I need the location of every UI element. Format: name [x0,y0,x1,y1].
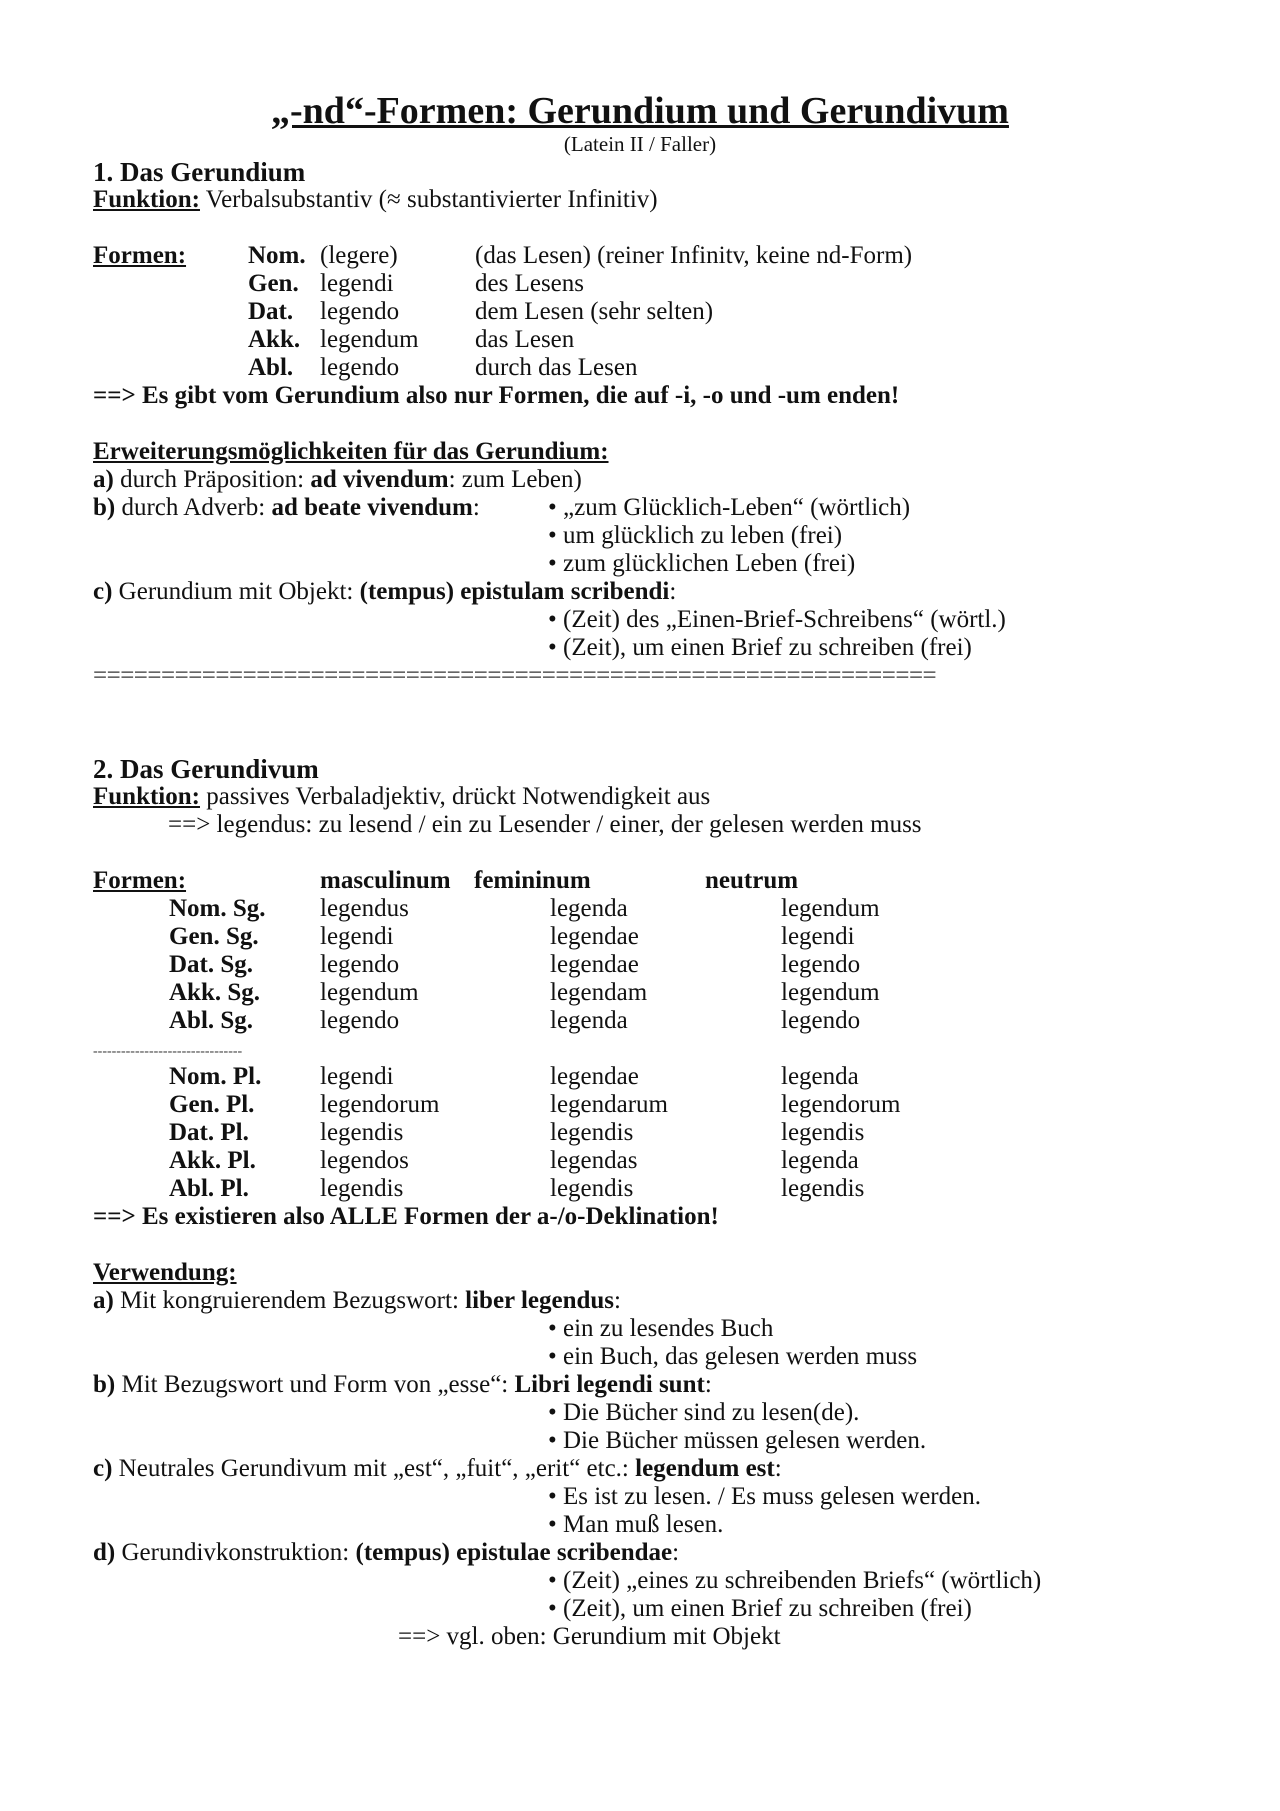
gerundium-conclusion: ==> Es gibt vom Gerundium also nur Formen, die auf -i, -o und -um enden! [93,382,900,409]
bullet-item: • um glücklich zu leben (frei) [548,522,843,549]
item-label: c) [93,1455,113,1482]
form-n: legendo [781,951,861,978]
bullet-item: • Man muß lesen. [548,1511,724,1538]
section-1-heading: 1. Das Gerundium [93,157,306,187]
item-bold: legendum est [635,1455,775,1482]
item-bold: (tempus) epistulam scribendi [359,578,670,605]
gerundium-funktion [93,186,658,214]
german-translation: durch das Lesen [475,354,638,381]
german-translation: dem Lesen (sehr selten) [475,298,714,325]
cross-reference: ==> vgl. oben: Gerundium mit Objekt [398,1623,781,1650]
item-colon: : [704,1371,712,1398]
column-header-masculinum: masculinum [320,867,451,894]
form-f: legendis [550,1119,634,1146]
verwendung-c [93,1455,782,1483]
form-m: legendo [320,951,400,978]
latin-form: legendi [320,270,394,297]
latin-form: legendo [320,354,400,381]
funktion-label: Funktion: [93,783,200,810]
erweiterung-a [93,466,582,494]
german-translation: des Lesens [475,270,584,297]
case-label: Nom. Sg. [169,895,266,922]
case-label: Akk. Sg. [169,979,261,1006]
verwendung-heading: Verwendung: [93,1259,237,1286]
case-label: Gen. Pl. [169,1091,255,1118]
page-title: „-nd“-Formen: Gerundium und Gerundivum [271,90,1009,132]
case-label: Gen. [248,270,299,297]
case-label: Akk. Pl. [169,1147,256,1174]
form-m: legendos [320,1147,409,1174]
german-translation: das Lesen [475,326,575,353]
case-label: Nom. [248,242,306,269]
section-2-heading: 2. Das Gerundivum [93,754,319,784]
form-n: legendi [781,923,855,950]
funktion-text: passives Verbaladjektiv, drückt Notwendigkeit aus [206,783,711,810]
item-colon: : [669,578,677,605]
formen-label: Formen: [93,867,187,894]
case-label: Abl. [248,354,294,381]
item-label: c) [93,578,113,605]
form-f: legendam [550,979,648,1006]
form-m: legendum [320,979,419,1006]
form-m: legendis [320,1175,404,1202]
bullet-item: • (Zeit) „eines zu schreibenden Briefs“ (wörtlich) [548,1567,1042,1594]
item-colon: : [614,1287,621,1314]
item-bold: ad beate vivendum [271,494,473,521]
item-colon: : [472,494,480,521]
item-bold: ad vivendum [310,466,449,493]
form-f: legendae [550,951,639,978]
case-label: Abl. Sg. [169,1007,254,1034]
form-f: legendae [550,1063,639,1090]
bullet-item: • (Zeit) des „Einen-Brief-Schreibens“ (wörtl.) [548,606,1006,633]
case-label: Gen. Sg. [169,923,259,950]
item-text: Mit kongruierendem Bezugswort: [120,1287,459,1314]
form-f: legenda [550,1007,628,1034]
form-m: legendo [320,1007,400,1034]
form-n: legenda [781,1063,859,1090]
verwendung-b [93,1371,712,1399]
latin-form: legendo [320,298,400,325]
form-f: legenda [550,895,628,922]
verwendung-d [93,1539,679,1567]
item-bold: liber legendus [465,1287,615,1314]
page-subtitle: (Latein II / Faller) [563,132,717,156]
latin-form: (legere) [320,242,398,269]
funktion-example: ==> legendus: zu lesend / ein zu Lesender / einer, der gelesen werden muss [168,811,922,838]
form-m: legendi [320,1063,394,1090]
form-f: legendarum [550,1091,669,1118]
form-n: legendum [781,979,880,1006]
item-label: a) [93,1287,114,1314]
bullet-item: • Die Bücher müssen gelesen werden. [548,1427,927,1454]
bullet-item: • (Zeit), um einen Brief zu schreiben (frei) [548,1595,972,1622]
form-m: legendi [320,923,394,950]
item-rest: : zum Leben) [448,466,582,493]
funktion-label: Funktion: [93,186,200,213]
case-label: Akk. [248,326,301,353]
erweiterung-c [93,578,676,606]
form-m: legendorum [320,1091,440,1118]
form-m: legendis [320,1119,404,1146]
gerundivum-funktion [93,783,710,811]
german-translation: (das Lesen) (reiner Infinitv, keine nd-Form) [475,242,913,269]
bullet-item: • zum glücklichen Leben (frei) [548,550,856,577]
form-n: legendis [781,1175,865,1202]
form-n: legendum [781,895,880,922]
bullet-item: • ein Buch, das gelesen werden muss [548,1343,918,1370]
item-bold: (tempus) epistulae scribendae [355,1539,673,1566]
item-bold: Libri legendi sunt [514,1371,705,1398]
case-label: Abl. Pl. [169,1175,249,1202]
bullet-item: • (Zeit), um einen Brief zu schreiben (frei) [548,634,972,661]
verwendung-a [93,1287,621,1315]
bullet-item: • ein zu lesendes Buch [548,1315,774,1342]
form-n: legenda [781,1147,859,1174]
case-label: Nom. Pl. [169,1063,262,1090]
form-f: legendae [550,923,639,950]
case-label: Dat. [248,298,294,325]
erweiterung-b [93,494,480,522]
item-label: d) [93,1539,116,1566]
form-f: legendas [550,1147,638,1174]
item-text: Mit Bezugswort und Form von „esse“: [121,1371,509,1398]
item-text: Gerundivkonstruktion: [121,1539,350,1566]
item-colon: : [774,1455,782,1482]
item-label: a) [93,466,114,493]
gerundivum-conclusion: ==> Es existieren also ALLE Formen der a-/o-Deklination! [93,1203,719,1230]
form-f: legendis [550,1175,634,1202]
case-label: Dat. Pl. [169,1119,249,1146]
bullet-item: • Die Bücher sind zu lesen(de). [548,1399,860,1426]
form-n: legendis [781,1119,865,1146]
item-colon: : [672,1539,680,1566]
column-header-neutrum: neutrum [705,867,799,894]
latin-form: legendum [320,326,419,353]
erweiterung-heading: Erweiterungsmöglichkeiten für das Gerundium: [93,438,609,465]
column-header-femininum: femininum [474,867,591,894]
section-separator: ============================================================== [93,662,937,689]
item-label: b) [93,1371,116,1398]
item-text: durch Adverb: [121,494,266,521]
form-n: legendorum [781,1091,901,1118]
item-text: Gerundium mit Objekt: [118,578,354,605]
formen-label: Formen: [93,242,187,269]
bullet-item: • Es ist zu lesen. / Es muss gelesen werden. [548,1483,981,1510]
bullet-item: • „zum Glücklich-Leben“ (wörtlich) [548,494,911,521]
item-label: b) [93,494,116,521]
form-m: legendus [320,895,409,922]
form-n: legendo [781,1007,861,1034]
case-label: Dat. Sg. [169,951,254,978]
funktion-text: Verbalsubstantiv (≈ substantivierter Infinitiv) [205,186,658,213]
table-divider: -------------------------------- [93,1044,243,1059]
item-text: durch Präposition: [120,466,305,493]
item-text: Neutrales Gerundivum mit „est“, „fuit“, „erit“ etc.: [118,1455,629,1482]
